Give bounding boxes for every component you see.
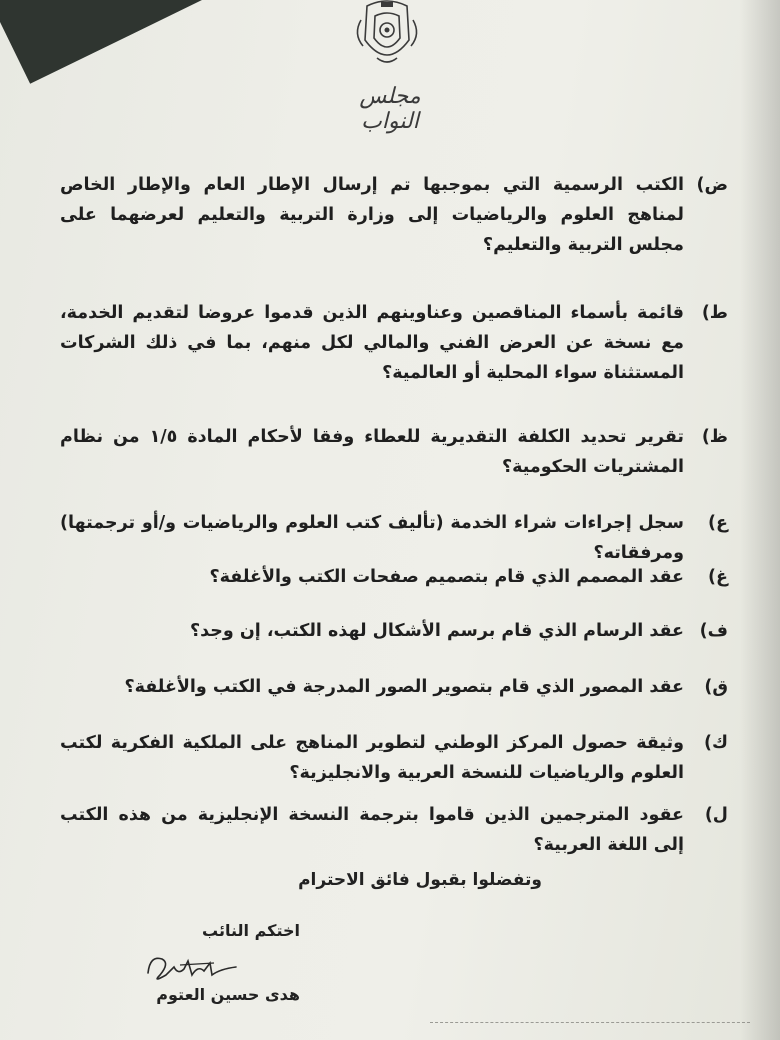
item-text: عقود المترجمين الذين قاموا بترجمة النسخة الإنجليزية من هذه الكتب إلى اللغة العربية؟ bbox=[60, 805, 684, 855]
item-letter: ل) bbox=[704, 805, 728, 825]
item-text: تقرير تحديد الكلفة التقديرية للعطاء وفقا لأحكام المادة ١/٥ من نظام المشتريات الحكومية؟ bbox=[60, 427, 684, 477]
item-text: عقد المصمم الذي قام بتصميم صفحات الكتب والأغلفة؟ bbox=[209, 567, 684, 587]
signature-title: اختكم النائب bbox=[202, 921, 300, 940]
signature-name: هدى حسين العتوم bbox=[156, 985, 300, 1004]
list-item bbox=[60, 616, 728, 646]
royal-crest-icon bbox=[347, 0, 427, 72]
handwritten-signature-icon bbox=[140, 945, 250, 989]
item-letter: ع) bbox=[708, 513, 728, 533]
item-letter: ظ) bbox=[701, 427, 728, 447]
item-text: وثيقة حصول المركز الوطني لتطوير المناهج على الملكية الفكرية لكتب العلوم والرياضيات للنسخة العربية والانجليزية؟ bbox=[60, 733, 684, 783]
item-letter: ق) bbox=[704, 677, 728, 697]
item-letter: ض) bbox=[696, 175, 728, 195]
list-item bbox=[60, 508, 728, 568]
footer-divider bbox=[430, 1022, 750, 1024]
item-letter: ك) bbox=[703, 733, 728, 753]
list-item bbox=[60, 800, 728, 860]
council-name: مجلس النواب bbox=[359, 84, 421, 134]
list-item bbox=[60, 562, 728, 592]
item-letter: ط) bbox=[701, 303, 728, 323]
item-text: الكتب الرسمية التي بموجبها تم إرسال الإطار العام والإطار الخاص لمناهج العلوم والرياضيات إلى وزارة التربية والتعليم لعرضهما على مجلس التربية والتعليم؟ bbox=[60, 175, 684, 255]
item-text: عقد الرسام الذي قام برسم الأشكال لهذه الكتب، إن وجد؟ bbox=[190, 621, 684, 641]
list-item bbox=[60, 298, 728, 388]
list-item bbox=[60, 728, 728, 788]
item-letter: غ) bbox=[708, 567, 728, 587]
item-letter: ف) bbox=[699, 621, 728, 641]
closing-line: وتفضلوا بقبول فائق الاحترام bbox=[298, 870, 542, 890]
list-item bbox=[60, 422, 728, 482]
item-text: قائمة بأسماء المناقصين وعناوينهم الذين قدموا عروضا لتقديم الخدمة، مع نسخة عن العرض الفني والمالي لكل منهم، بما في ذلك الشركات المستثناة سواء المحلية أو العالمية؟ bbox=[60, 303, 684, 383]
list-item bbox=[60, 170, 728, 260]
item-text: سجل إجراءات شراء الخدمة (تأليف كتب العلوم والرياضيات و/أو ترجمتها) ومرفقاته؟ bbox=[60, 513, 684, 563]
item-text: عقد المصور الذي قام بتصوير الصور المدرجة في الكتب والأغلفة؟ bbox=[124, 677, 684, 697]
list-item bbox=[60, 672, 728, 702]
